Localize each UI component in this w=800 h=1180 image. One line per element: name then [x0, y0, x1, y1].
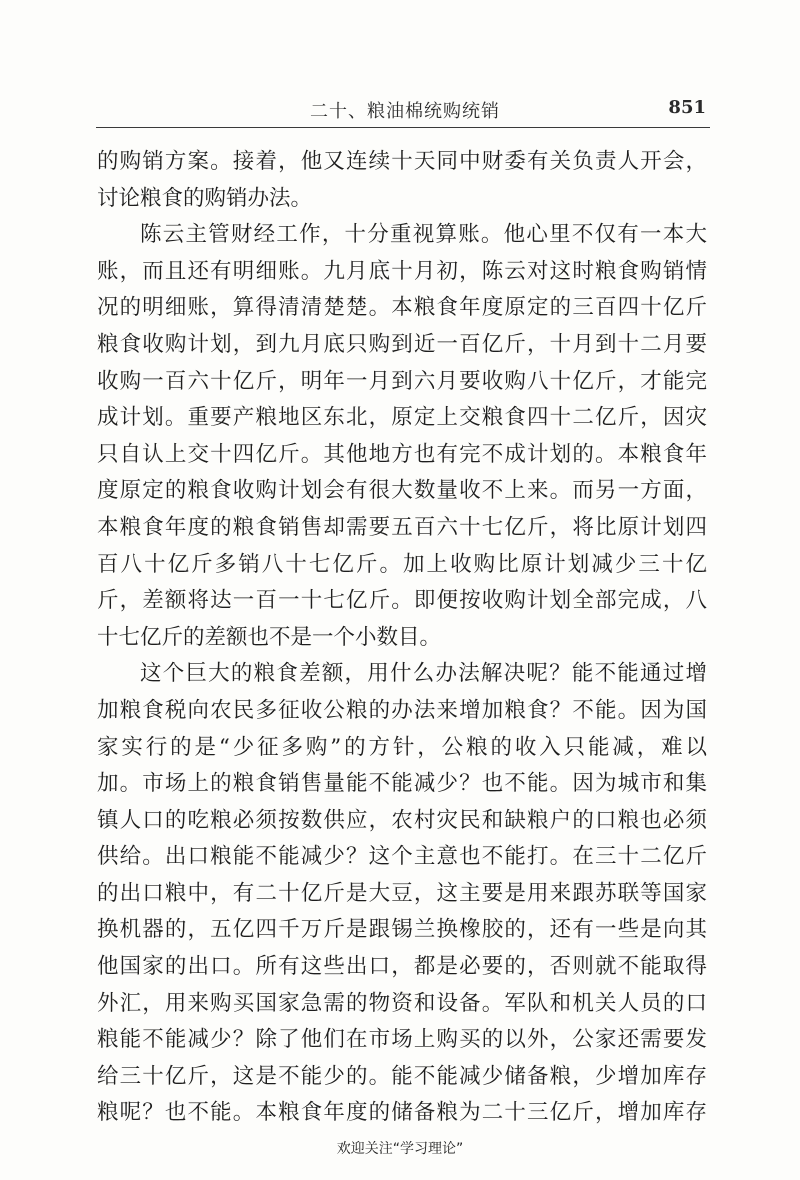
- text-line: 镇人口的吃粮必须按数供应，农村灾民和缺粮户的口粮也必须: [97, 807, 707, 833]
- text-line: 换机器的，五亿四千万斤是跟锡兰换橡胶的，还有一些是向其: [97, 917, 707, 943]
- text-line: 况的明细账，算得清清楚楚。本粮食年度原定的三百四十亿斤: [97, 295, 707, 321]
- text-line: 本粮食年度的粮食销售却需要五百六十七亿斤，将比原计划四: [97, 514, 707, 540]
- header-rule: [96, 127, 710, 128]
- text-line: 讨论粮食的购销办法。: [97, 185, 313, 211]
- text-line: 供给。出口粮能不能减少？这个主意也不能打。在三十二亿斤: [97, 844, 707, 870]
- body-text: [97, 144, 707, 1132]
- text-line: 只自认上交十四亿斤。其他地方也有完不成计划的。本粮食年: [97, 441, 707, 467]
- text-line: 外汇，用来购买国家急需的物资和设备。军队和机关人员的口: [97, 990, 707, 1016]
- text-line: 给三十亿斤，这是不能少的。能不能减少储备粮，少增加库存: [97, 1063, 707, 1089]
- text-line: 的出口粮中，有二十亿斤是大豆，这主要是用来跟苏联等国家: [97, 880, 707, 906]
- text-line: 加粮食税向农民多征收公粮的办法来增加粮食？不能。因为国: [97, 697, 707, 723]
- running-header: [96, 95, 710, 125]
- text-line: 账，而且还有明细账。九月底十月初，陈云对这时粮食购销情: [97, 258, 707, 284]
- text-line: 他国家的出口。所有这些出口，都是必要的，否则就不能取得: [97, 954, 707, 980]
- text-line: 粮能不能减少？除了他们在市场上购买的以外，公家还需要发: [97, 1027, 707, 1053]
- text-line: 收购一百六十亿斤，明年一月到六月要收购八十亿斤，才能完: [97, 368, 707, 394]
- text-line: 粮食收购计划，到九月底只购到近一百亿斤，十月到十二月要: [97, 331, 707, 357]
- text-line: 这个巨大的粮食差额，用什么办法解决呢？能不能通过增: [140, 661, 707, 687]
- text-line: 粮呢？也不能。本粮食年度的储备粮为二十三亿斤，增加库存: [97, 1100, 707, 1126]
- text-line: 家实行的是“少征多购”的方针，公粮的收入只能减，难以: [97, 734, 707, 760]
- text-line: 十七亿斤的差额也不是一个小数目。: [97, 624, 442, 650]
- footer-note: 欢迎关注“学习理论”: [336, 1141, 464, 1157]
- text-line: 的购销方案。接着，他又连续十天同中财委有关负责人开会，: [97, 149, 707, 174]
- chapter-title: 二十、粮油棉统购统销: [310, 101, 500, 122]
- text-line: 百八十亿斤多销八十七亿斤。加上收购比原计划减少三十亿: [97, 551, 707, 577]
- text-line: 成计划。重要产粮地区东北，原定上交粮食四十二亿斤，因灾: [97, 405, 707, 431]
- text-line: 陈云主管财经工作，十分重视算账。他心里不仅有一本大: [140, 222, 707, 248]
- text-line: 加。市场上的粮食销售量能不能减少？也不能。因为城市和集: [97, 771, 707, 797]
- text-line: 斤，差额将达一百一十七亿斤。即便按收购计划全部完成，八: [97, 588, 707, 614]
- text-line: 度原定的粮食收购计划会有很大数量收不上来。而另一方面，: [97, 478, 707, 504]
- page-number: 851: [668, 97, 706, 118]
